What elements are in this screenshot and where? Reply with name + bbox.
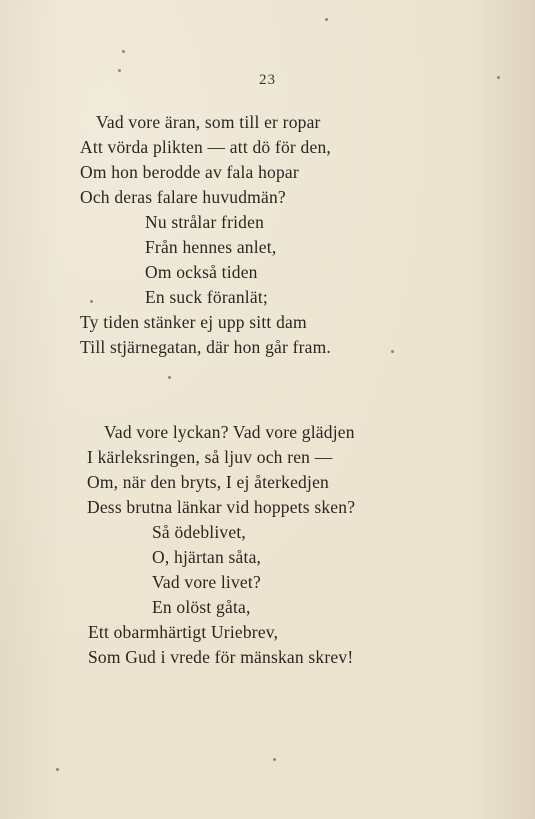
poem-line: Som Gud i vrede för mänskan skrev!: [88, 647, 354, 667]
poem-line: Nu strålar friden: [145, 212, 265, 232]
poem-line: Om hon berodde av fala hopar: [80, 162, 299, 182]
poem-line: Ett obarmhärtigt Uriebrev,: [88, 622, 279, 642]
poem-line: Vad vore lyckan? Vad vore glädjen: [104, 422, 355, 442]
poem-line: Om också tiden: [145, 262, 258, 282]
paper-speck: [273, 758, 276, 761]
poem-line: Om, när den bryts, I ej återkedjen: [87, 472, 329, 492]
poem-line: Från hennes anlet,: [145, 237, 277, 257]
poem-line: En olöst gåta,: [152, 597, 251, 617]
page-number: 23: [259, 72, 276, 88]
paper-speck: [56, 768, 59, 771]
poem-line: Vad vore äran, som till er ropar: [96, 112, 321, 132]
poem-line: Att vörda plikten — att dö för den,: [80, 137, 331, 157]
paper-speck: [325, 18, 328, 21]
poem-line: Vad vore livet?: [152, 572, 261, 592]
paper-speck: [497, 76, 500, 79]
poem-line: Och deras falare huvudmän?: [80, 187, 286, 207]
paper-speck: [90, 300, 93, 303]
poem-line: I kärleksringen, så ljuv och ren —: [87, 447, 333, 467]
poem-line: O, hjärtan såta,: [152, 547, 262, 567]
paper-speck: [122, 50, 125, 53]
paper-speck: [118, 69, 121, 72]
paper-speck: [391, 350, 394, 353]
poem-line: Så ödeblivet,: [152, 522, 246, 542]
paper-speck: [168, 376, 171, 379]
poem-line: Till stjärnegatan, där hon går fram.: [80, 337, 332, 357]
poem-line: En suck föranlät;: [145, 287, 268, 307]
poem-line: Ty tiden stänker ej upp sitt dam: [80, 312, 307, 332]
poem-line: Dess brutna länkar vid hoppets sken?: [87, 497, 356, 517]
